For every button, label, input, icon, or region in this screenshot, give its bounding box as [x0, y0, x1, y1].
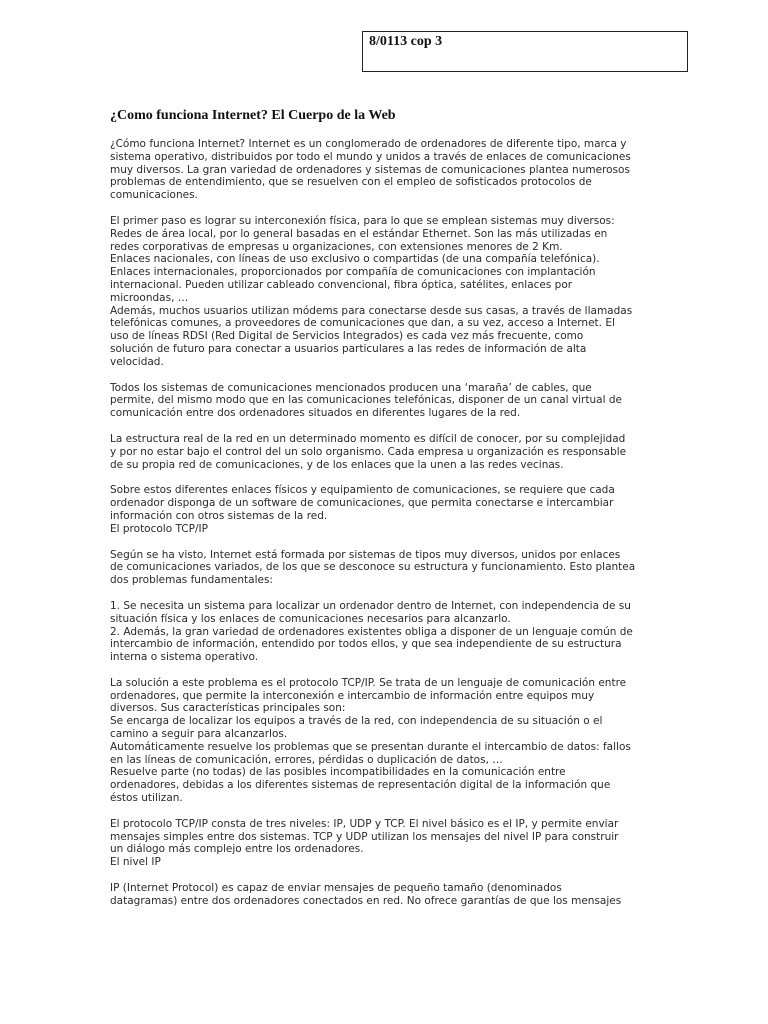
text-line: microondas, … [110, 291, 189, 304]
paragraph [110, 433, 655, 471]
text-line: dos problemas fundamentales: [110, 574, 273, 587]
text-line: El primer paso es lograr su interconexión física, para lo que se emplean sistemas muy diversos: [110, 214, 615, 227]
text-line: información con otros sistemas de la red. [110, 509, 328, 522]
text-line: muy diversos. La gran variedad de ordenadores y sistemas de comunicaciones plantea numerosos [110, 163, 630, 176]
text-line: comunicación entre dos ordenadores situados en diferentes lugares de la red. [110, 407, 521, 420]
text-line: ordenador disponga de un software de comunicaciones, que permita conectarse e intercambiar [110, 497, 614, 510]
text-line: intercambio de información, entendido por todos ellos, y que sea independiente de su estructura [110, 638, 622, 651]
text-line: ¿Cómo funciona Internet? Internet es un conglomerado de ordenadores de diferente tipo, marca y [110, 138, 627, 150]
text-line: de comunicaciones variados, de los que se desconoce su estructura y funcionamiento. Esto plantea [110, 561, 636, 574]
text-line: camino a seguir para alcanzarlos. [110, 728, 288, 741]
text-line: permite, del mismo modo que en las comunicaciones telefónicas, disponer de un canal virtual de [110, 394, 622, 407]
text-line: 2. Además, la gran variedad de ordenadores existentes obliga a disponer de un lenguaje común de [110, 625, 633, 638]
text-line: comunicaciones. [110, 189, 198, 202]
text-line: situación física y los enlaces de comunicaciones necesarios para alcanzarlo. [110, 612, 511, 625]
text-line: Enlaces nacionales, con líneas de uso exclusivo o compartidas (de una compañía telefónica). [110, 253, 600, 266]
text-line: IP (Internet Protocol) es capaz de enviar mensajes de pequeño tamaño (denominados [110, 882, 562, 895]
text-line: redes corporativas de empresas u organizaciones, con extensiones menores de 2 Km. [110, 240, 563, 253]
paragraph [110, 818, 655, 869]
text-line: La estructura real de la red en un determinado momento es difícil de conocer, por su complejidad [110, 432, 626, 445]
text-line: Automáticamente resuelve los problemas que se presentan durante el intercambio de datos: fallos [110, 740, 631, 753]
text-line: ordenadores, que permite la interconexión e intercambio de información entre equipos muy [110, 689, 595, 702]
text-line: Sobre estos diferentes enlaces físicos y equipamiento de comunicaciones, se requiere que cada [110, 484, 615, 497]
paragraph [110, 600, 655, 664]
text-line: un diálogo más complejo entre los ordenadores. [110, 843, 364, 856]
text-line: El protocolo TCP/IP [110, 522, 208, 535]
text-line: Redes de área local, por lo general basadas en el estándar Ethernet. Son las más utilizadas en [110, 227, 608, 240]
text-line: ordenadores, debidas a los diferentes sistemas de representación digital de la información que [110, 779, 611, 792]
text-line: mensajes simples entre dos sistemas. TCP y UDP utilizan los mensajes del nivel IP para construir [110, 830, 619, 843]
text-line: internacional. Pueden utilizar cableado convencional, fibra óptica, satélites, enlaces por [110, 278, 573, 291]
paragraph [110, 882, 655, 908]
text-line: 1. Se necesita un sistema para localizar un ordenador dentro de Internet, con independencia de su [110, 599, 631, 612]
text-line: Según se ha visto, Internet está formada por sistemas de tipos muy diversos, unidos por enlaces [110, 548, 621, 561]
text-line: de su propia red de comunicaciones, y de los enlaces que la unen a las redes vecinas. [110, 458, 564, 471]
text-line: en las líneas de comunicación, errores, pérdidas o duplicación de datos, … [110, 753, 503, 766]
text-line: Resuelve parte (no todas) de las posibles incompatibilidades en la comunicación entre [110, 766, 566, 779]
paragraph [110, 138, 655, 202]
text-line: éstos utilizan. [110, 792, 183, 805]
text-line: uso de líneas RDSI (Red Digital de Servicios Integrados) es cada vez más frecuente, como [110, 330, 584, 343]
text-line: El nivel IP [110, 856, 161, 869]
text-line: sistema operativo, distribuidos por todo el mundo y unidos a través de enlaces de comunicaciones [110, 150, 631, 163]
text-line: telefónicas comunes, a proveedores de comunicaciones que dan, a su vez, acceso a Internet. El [110, 317, 615, 330]
text-line: diversos. Sus características principales son: [110, 702, 346, 715]
document-title: ¿Como funciona Internet? El Cuerpo de la Web [110, 108, 396, 123]
header-box-text: 8/0113 cop 3 [369, 34, 443, 49]
text-line: La solución a este problema es el protocolo TCP/IP. Se trata de un lenguaje de comunicación entre [110, 676, 627, 689]
text-line: Se encarga de localizar los equipos a través de la red, con independencia de su situación o el [110, 715, 603, 728]
text-line: Todos los sistemas de comunicaciones mencionados producen una ‘maraña’ de cables, que [110, 381, 592, 394]
text-line: El protocolo TCP/IP consta de tres niveles: IP, UDP y TCP. El nivel básico es el IP, y permite enviar [110, 817, 619, 830]
text-line: interna o sistema operativo. [110, 651, 259, 664]
document-body [110, 138, 655, 921]
text-line: datagramas) entre dos ordenadores conectados en red. No ofrece garantías de que los mensajes [110, 894, 622, 907]
paragraph [110, 484, 655, 535]
text-line: problemas de entendimiento, que se resuelven con el empleo de sofisticados protocolos de [110, 176, 592, 189]
paragraph [110, 215, 655, 369]
paragraph [110, 382, 655, 420]
text-line: solución de futuro para conectar a usuarios particulares a las redes de información de alta [110, 342, 587, 355]
paragraph [110, 549, 655, 587]
text-line: y por no estar bajo el control del un solo organismo. Cada empresa u organización es responsable [110, 445, 627, 458]
header-box [362, 31, 688, 72]
text-line: velocidad. [110, 355, 164, 368]
text-line: Enlaces internacionales, proporcionados por compañía de comunicaciones con implantación [110, 266, 596, 279]
text-line: Además, muchos usuarios utilizan módems para conectarse desde sus casas, a través de llamadas [110, 304, 633, 317]
paragraph [110, 677, 655, 805]
